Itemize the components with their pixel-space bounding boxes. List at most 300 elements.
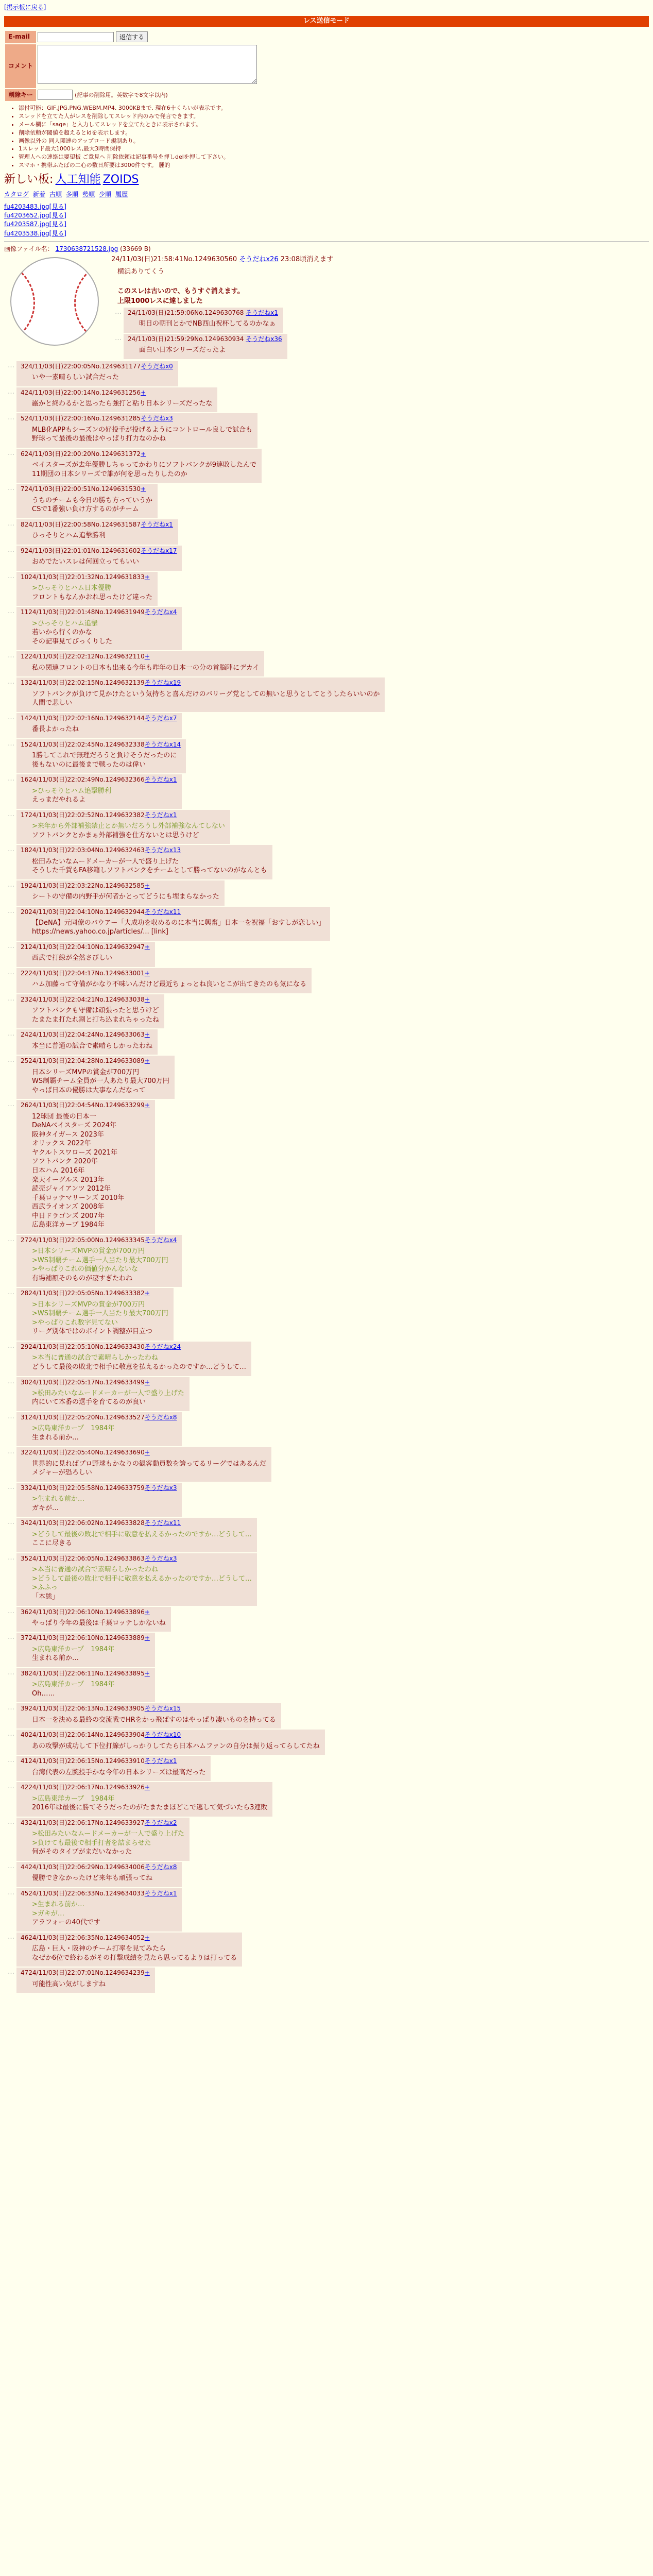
reply-body: 2016年は最後に勝てそうだったのがたまたまほどこで逃して気づいたら3連敗 (32, 1804, 268, 1812)
reply-number: 6 (21, 450, 25, 457)
reply-header (21, 520, 173, 529)
reply-quote: >広島東洋カープ 1984年 (32, 1645, 115, 1653)
reply-box (16, 1968, 155, 1993)
file-link[interactable]: fu4203483.jpg[見る] (4, 202, 67, 210)
reply-box (16, 713, 182, 738)
reply-header (21, 714, 177, 723)
reply-row (4, 907, 649, 941)
nav-link[interactable]: 履歴 (115, 191, 128, 198)
reply-row (4, 677, 649, 711)
reply-box (16, 1756, 211, 1781)
reply-separator: … (115, 308, 122, 316)
file-entry (4, 202, 649, 211)
sod-link[interactable]: そうだねx8 (144, 1413, 177, 1421)
reply-row (4, 1483, 649, 1517)
sod-link[interactable]: そうだねx4 (144, 608, 177, 616)
reply-meta: 24/11/03(日)22:05:40No.1249633690 (28, 1449, 145, 1456)
reply-number: 13 (21, 679, 29, 687)
reply-quote: >日本シリーズMVPの賞金が700万円 >WS制覇チーム選手一人当たり最大700万円 >やっぱりこれ数字見てない (32, 1300, 168, 1327)
reply-body: 西武で打線が全然さびしい (32, 954, 113, 962)
rule-item: • スレッドを立てた人がレスを削除してスレッド内のみで発言できます。 (19, 112, 649, 121)
op-file-link[interactable]: 1730638721528.jpg (55, 245, 118, 253)
sod-link[interactable]: + (141, 388, 146, 396)
reply-body: ソフトバンクが負けて見かけたという気持ちと喜んだけのバリーグ党としての無いと思うとしてとうしたらいいのか 人間で悲しい (32, 690, 380, 707)
file-link[interactable]: fu4203587.jpg[見る] (4, 221, 67, 228)
reply-number: 19 (21, 882, 29, 889)
op-file-size: (33669 B) (120, 245, 151, 253)
sod-link[interactable]: + (141, 485, 146, 493)
reply-meta: 24/11/03(日)22:01:48No.1249631949 (28, 608, 145, 616)
reply-header (21, 1934, 237, 1942)
reply-header (128, 335, 282, 344)
reply-row (4, 713, 649, 738)
reply-header (21, 1863, 177, 1872)
reply-body: どうして最後の敗北で相手に敬意を払えるかったのですか…どうして… (32, 1363, 247, 1371)
reply-box (16, 1933, 242, 1967)
reply-separator: … (8, 1412, 14, 1420)
sod-link[interactable]: + (144, 1057, 150, 1065)
reply-separator: … (8, 1633, 14, 1641)
nav-link[interactable]: カタログ (4, 191, 29, 198)
reply-box (16, 413, 257, 447)
reply-meta: 24/11/03(日)22:06:29No.1249634006 (28, 1863, 145, 1871)
reply-quote: >日本シリーズMVPの賞金が700万円 >WS制覇チーム選手一人当たり最大700万円 >やっぱりこれの価値分かんないな (32, 1247, 168, 1274)
reply-separator: … (8, 1235, 14, 1243)
back-link-wrap (4, 3, 649, 12)
reply-meta: 24/11/03(日)22:07:01No.1249634239 (28, 1969, 145, 1977)
reply-body: 日本一を決める最終の交流戦でHRをかっ飛ばすのはやっぱり凄いものを持ってる (32, 1716, 276, 1724)
reply-number: 38 (21, 1669, 29, 1677)
reply-box (16, 845, 272, 879)
sod-link[interactable]: そうだねx1 (246, 309, 278, 316)
reply-number: 33 (21, 1484, 29, 1492)
file-link[interactable]: fu4203538.jpg[見る] (4, 229, 67, 237)
reply-row (4, 1447, 649, 1481)
reply-row (4, 361, 649, 386)
reply-separator: … (8, 1377, 14, 1385)
sod-link[interactable]: + (144, 995, 150, 1003)
sod-link[interactable]: そうだねx0 (141, 362, 173, 370)
reply-row (4, 810, 649, 844)
sod-link[interactable]: そうだねx1 (144, 811, 177, 819)
reply-box (16, 519, 178, 545)
reply-number: 30 (21, 1378, 29, 1386)
reply-separator: … (8, 1756, 14, 1765)
reply-row (4, 968, 649, 993)
reply-meta: 24/11/03(日)22:00:16No.1249631285 (24, 415, 141, 422)
op-line (117, 277, 333, 287)
reply-meta: 24/11/03(日)22:06:10No.1249633896 (28, 1608, 145, 1616)
comment-field[interactable] (38, 45, 257, 84)
reply-number: 22 (21, 969, 29, 977)
reply-box (16, 449, 262, 483)
reply-box (16, 1377, 190, 1411)
nav-link[interactable]: 少順 (99, 191, 112, 198)
nav-link[interactable]: 古順 (49, 191, 62, 198)
sod-link[interactable]: + (144, 1449, 150, 1456)
op-file-line (4, 245, 649, 253)
sod-link[interactable]: + (144, 1634, 150, 1642)
reply-separator: … (8, 1030, 14, 1038)
rule-item: • 1スレッド最大1000レス,最大3時間保持 (19, 145, 649, 153)
op-sod[interactable]: そうだねx26 (239, 255, 279, 263)
reply-box (16, 1447, 271, 1481)
sod-link[interactable]: そうだねx2 (144, 1819, 177, 1826)
file-entry (4, 211, 649, 220)
reply-meta: 24/11/03(日)22:06:05No.1249633863 (28, 1554, 145, 1562)
reply-number: 12 (21, 653, 29, 660)
reply-separator: … (8, 546, 14, 554)
reply-header (21, 1378, 184, 1387)
reply-body: シートの守備の内野手が何者かとってどうにも埋まらなかった (32, 893, 219, 901)
sod-link[interactable]: + (144, 1290, 150, 1297)
reply-row (4, 1377, 649, 1411)
sod-link[interactable]: そうだねx14 (144, 740, 181, 748)
reply-header (21, 485, 152, 494)
reply-separator: … (8, 968, 14, 976)
reply-meta: 24/11/03(日)22:04:54No.1249633299 (28, 1101, 145, 1109)
sod-link[interactable]: そうだねx3 (141, 415, 173, 422)
reply-meta: 24/11/03(日)22:06:10No.1249633889 (28, 1634, 145, 1642)
reply-meta: 24/11/03(日)22:06:17No.1249633927 (28, 1819, 145, 1826)
reply-number: 11 (21, 608, 29, 616)
reply-header (21, 1484, 177, 1493)
reply-quote: >生まれる前か… (32, 1495, 84, 1503)
reply-header (21, 908, 325, 917)
sod-link[interactable]: + (144, 1969, 150, 1977)
reply-quote: >どうして最後の敗北で相手に敬意を払えるかったのですか…どうして… (32, 1530, 252, 1538)
reply-box (16, 546, 182, 571)
reply-meta: 24/11/03(日)22:03:22No.1249632585 (28, 882, 145, 889)
reply-number: 7 (21, 485, 25, 493)
reply-separator: … (8, 414, 14, 422)
sod-link[interactable]: そうだねx1 (144, 1889, 177, 1897)
reply-meta: 24/11/03(日)22:01:01No.1249631602 (24, 547, 141, 554)
reply-header (21, 1889, 177, 1898)
reply-row (4, 739, 649, 773)
reply-body: ソフトバンクとかまぁ外部補強を仕方ないとは思うけど (32, 831, 199, 839)
reply-row (4, 1412, 649, 1446)
sod-link[interactable]: + (144, 1669, 150, 1677)
reply-body: 面白い日本シリーズだったよ (139, 346, 226, 354)
reply-separator: … (8, 713, 14, 721)
reply-separator: … (8, 1518, 14, 1527)
reply-body: 日本シリーズMVPの賞金が700万円 WS制覇チーム全員が一人あたり最大700万円 やっぱ日本の優勝は大事なんだなって (32, 1068, 169, 1094)
reply-row (4, 1056, 649, 1099)
reply-meta: 24/11/03(日)22:02:49No.1249632366 (28, 776, 145, 784)
reply-row (4, 1633, 649, 1667)
reply-meta: 24/11/03(日)22:04:10No.1249632944 (28, 908, 145, 916)
op-post (4, 245, 649, 360)
reply-number: 42 (21, 1784, 29, 1791)
reply-header (21, 1757, 205, 1766)
reply-meta: 24/11/03(日)22:00:05No.1249631177 (24, 362, 141, 370)
reply-header (21, 1448, 266, 1457)
reply-meta: 24/11/03(日)22:04:17No.1249633001 (28, 969, 145, 977)
reply-body: 「本態」 (32, 1592, 59, 1601)
op-file-label: 画像ファイル名： (4, 245, 54, 253)
nav-links (4, 190, 649, 199)
reply-number: 8 (21, 520, 25, 528)
reply-row (4, 774, 649, 808)
sod-link[interactable]: そうだねx36 (246, 335, 282, 343)
submit-button[interactable]: 返信する (116, 31, 148, 42)
file-entry (4, 220, 649, 229)
sod-link[interactable]: そうだねx8 (144, 1863, 177, 1871)
reply-box (16, 1100, 155, 1234)
reply-body: 内にいて本番の選手を育てるのが良い (32, 1398, 146, 1406)
sod-link[interactable]: + (144, 1031, 150, 1039)
reply-meta: 24/11/03(日)22:04:21No.1249633038 (28, 995, 145, 1003)
reply-body: 松田みたいなムードメーカーが一人で盛り上げた そうした千賀もFA移籍しソフトバンクをチームとして勝ってないのがなんとも (32, 857, 267, 875)
reply-body: あの攻撃が成功して下位打線がしっかりしてたら日本ハムファンの自分は振り返ってらしてたね (32, 1742, 320, 1750)
reply-body: ここに尽きる (32, 1539, 73, 1548)
reply-body: 1勝してこれで無理だろうと負けそうだったのに 後もないのに最後まで戦ったのは偉い (32, 752, 177, 769)
reply-number: 16 (21, 776, 29, 784)
reply-meta: 24/11/03(日)22:02:12No.1249632110 (28, 653, 145, 660)
sod-link[interactable]: + (144, 1608, 150, 1616)
op-line: 横浜ありてくう (117, 268, 165, 276)
reply-box (16, 1288, 174, 1341)
reply-row (4, 1756, 649, 1781)
delkey-field[interactable] (38, 90, 73, 100)
reply-meta: 24/11/03(日)22:02:45No.1249632338 (28, 740, 145, 748)
reply-quote: >生まれる前か… >ガキが… (32, 1901, 84, 1918)
reply-body: ガキが… (32, 1504, 59, 1512)
rule-item: • 管理人への連絡は要望板 ご意見へ 削除依頼は記事番号を押しdelを押して下さい。 (19, 153, 649, 161)
reply-header (21, 1554, 252, 1563)
reply-separator: … (8, 1056, 14, 1064)
reply-header (21, 943, 150, 952)
reply-header (21, 388, 212, 397)
reply-row (4, 1100, 649, 1234)
op-image-baseball[interactable] (10, 257, 99, 346)
ad-title-link[interactable]: 人工知能 (55, 173, 101, 187)
reply-header (21, 775, 177, 784)
reply-body: ソフトバンクも守備は頑張ったと思うけど たまたま打たれ割と打ち込まれちゃったね (32, 1007, 160, 1024)
reply-meta: 24/11/03(日)21:59:06No.1249630768 (128, 309, 246, 316)
op-expire: 23:08頃消えます (280, 255, 334, 263)
sod-link[interactable]: そうだねx15 (144, 1705, 181, 1713)
reply-body: 何がそのタイプがまだいなかった (32, 1848, 132, 1856)
sod-link[interactable]: + (141, 450, 146, 457)
reply-number: 24 (21, 1031, 29, 1039)
sod-link[interactable]: そうだねx4 (144, 1236, 177, 1244)
reply-number: 37 (21, 1634, 29, 1642)
reply-separator: … (8, 1933, 14, 1941)
nav-link[interactable]: 多順 (66, 191, 79, 198)
sod-link[interactable]: + (144, 882, 150, 889)
reply-quote: >ひっそりとハム追撃勝利 (32, 787, 111, 795)
reply-box (16, 677, 385, 711)
reply-row (4, 942, 649, 967)
reply-row (4, 1518, 649, 1552)
reply-box (16, 1483, 182, 1517)
sod-link[interactable]: + (144, 1101, 150, 1109)
reply-row (4, 1288, 649, 1341)
reply-header (128, 309, 278, 317)
reply-number: 46 (21, 1934, 29, 1941)
reply-separator: … (8, 907, 14, 915)
reply-row (4, 1782, 649, 1816)
sod-link[interactable]: そうだねx1 (144, 1757, 177, 1765)
op-quotes (111, 308, 333, 359)
reply-meta: 24/11/03(日)22:00:58No.1249631587 (24, 520, 141, 528)
reply-box (16, 484, 158, 518)
reply-header (21, 1608, 166, 1617)
nav-link[interactable]: 新着 (33, 191, 46, 198)
rule-item: • 削除依頼が閾値を超えるとidを表示します。 (19, 129, 649, 137)
reply-separator: … (8, 845, 14, 854)
reply-meta: 24/11/03(日)22:04:28No.1249633089 (28, 1057, 145, 1065)
sod-link[interactable]: そうだねx1 (144, 776, 177, 784)
reply-row (4, 1235, 649, 1287)
reply-meta: 24/11/03(日)22:00:20No.1249631372 (24, 450, 141, 457)
reply-meta: 24/11/03(日)22:05:05No.1249633382 (28, 1290, 145, 1297)
sod-link[interactable]: そうだねx10 (144, 1731, 181, 1739)
sod-link[interactable]: そうだねx11 (144, 1519, 181, 1527)
reply-header (21, 547, 177, 555)
reply-box (16, 1553, 257, 1606)
file-link[interactable]: fu4203652.jpg[見る] (4, 211, 67, 219)
op-header: 24/11/03(日)21:58:41No.1249630560 (111, 255, 237, 263)
reply-box (16, 1342, 251, 1376)
reply-meta: 24/11/03(日)22:06:11No.1249633895 (28, 1669, 145, 1677)
reply-box (16, 607, 182, 650)
reply-separator: … (8, 607, 14, 616)
sod-link[interactable]: + (144, 1934, 150, 1941)
reply-separator: … (8, 361, 14, 369)
reply-meta: 24/11/03(日)22:06:14No.1249633904 (28, 1731, 145, 1739)
reply-row (4, 1933, 649, 1967)
email-label: E-mail (5, 31, 36, 43)
reply-row (4, 484, 649, 518)
reply-body: うちのチームも今日の勝ち方っていうか CSで1番強い負け方するのがチーム (32, 496, 153, 514)
sod-link[interactable]: + (144, 1378, 150, 1386)
reply-header (21, 450, 256, 459)
reply-row (4, 845, 649, 879)
reply-header (21, 1030, 152, 1039)
sod-link[interactable]: そうだねx3 (144, 1484, 177, 1492)
reply-meta: 24/11/03(日)22:06:13No.1249633905 (28, 1705, 145, 1713)
reply-meta: 24/11/03(日)22:00:51No.1249631530 (24, 485, 141, 493)
reply-row (4, 572, 649, 606)
reply-number: 3 (21, 362, 25, 370)
reply-box (16, 774, 182, 808)
sod-link[interactable]: そうだねx7 (144, 714, 177, 722)
op-line: このスレは古いので、もうすぐ消えます。 (117, 287, 244, 296)
rule-item: • メール欄に「sage」と入力してスレッドを立てたときに表示されます。 (19, 121, 649, 129)
reply-meta: 24/11/03(日)22:05:00No.1249633345 (28, 1236, 145, 1244)
reply-quote: >松田みたいなムードメーカーが一人で盛り上げた (32, 1389, 184, 1397)
reply-number: 34 (21, 1519, 29, 1527)
reply-quote: >広島東洋カープ 1984年 (32, 1681, 115, 1689)
ad-block (4, 172, 649, 188)
sod-link[interactable]: そうだねx24 (144, 1343, 181, 1351)
reply-header (21, 573, 152, 582)
reply-separator: … (8, 572, 14, 580)
reply-separator: … (8, 1668, 14, 1676)
file-entry (4, 229, 649, 238)
reply-box (16, 907, 330, 941)
reply-box (16, 1862, 182, 1887)
reply-row (4, 994, 649, 1028)
reply-row (4, 387, 649, 413)
reply-separator: … (8, 1888, 14, 1896)
nav-link[interactable]: 勢順 (82, 191, 95, 198)
reply-body: ハム加藤って守備がかなり不味いんだけど最近ちょっとね良いとこが出てきたのも気になる (32, 980, 307, 989)
reply-box (16, 1888, 182, 1931)
reply-number: 36 (21, 1608, 29, 1616)
reply-header (21, 1057, 169, 1065)
reply-number: 39 (21, 1705, 29, 1713)
reply-meta: 24/11/03(日)22:05:20No.1249633527 (28, 1413, 145, 1421)
sod-link[interactable]: そうだねx1 (141, 520, 173, 528)
reply-box (124, 308, 283, 333)
reply-header (21, 362, 173, 371)
reply-header (21, 1634, 150, 1642)
sod-link[interactable]: そうだねx3 (144, 1554, 177, 1562)
reply-body: Oh…… (32, 1689, 55, 1698)
reply-number: 45 (21, 1889, 29, 1897)
ad-suffix-link[interactable]: ZOIDS (102, 173, 139, 187)
reply-box (16, 361, 178, 386)
reply-separator: … (8, 994, 14, 1003)
reply-box (16, 1668, 155, 1702)
reply-body: 番長よかったね (32, 725, 79, 734)
sod-link[interactable]: そうだねx11 (144, 908, 181, 916)
sod-link[interactable]: そうだねx19 (144, 679, 181, 687)
reply-header (21, 1819, 184, 1827)
reply-header (21, 811, 225, 820)
reply-number: 44 (21, 1863, 29, 1871)
sod-link[interactable]: + (144, 969, 150, 977)
reply-quote: >来年から外部補強禁止とか無いだろうし外部補強なんてしない (32, 822, 225, 831)
email-field[interactable] (38, 32, 114, 42)
reply-number: 27 (21, 1236, 29, 1244)
sod-link[interactable]: そうだねx17 (141, 547, 177, 554)
reply-box (16, 1730, 325, 1755)
reply-body: フロントもなんかおれ思ったけど違った (32, 593, 153, 601)
reply-number: 23 (21, 995, 29, 1003)
reply-separator: … (8, 387, 14, 396)
sod-link[interactable]: + (144, 1784, 150, 1791)
sod-link[interactable]: そうだねx13 (144, 846, 181, 854)
reply-separator: … (8, 1289, 14, 1297)
sod-link[interactable]: + (144, 653, 150, 660)
reply-box (16, 1633, 155, 1667)
reply-meta: 24/11/03(日)22:06:35No.1249634052 (28, 1934, 145, 1941)
reply-header (21, 1969, 150, 1977)
reply-body: いや一素晴らしい試合だった (32, 373, 119, 381)
reply-row (4, 607, 649, 650)
reply-body: 広島・巨人・阪神のチーム打率を見てみたら なぜか6位で終わるがその打撃成績を見たら思ってるよりは打ってる (32, 1945, 237, 1962)
reply-box (16, 810, 230, 844)
reply-row (4, 1968, 649, 1993)
reply-number: 17 (21, 811, 29, 819)
sod-link[interactable]: + (144, 573, 150, 581)
reply-header (21, 846, 267, 855)
reply-row (4, 449, 649, 483)
reply-header (21, 1236, 177, 1245)
reply-body: 有場補額そのものが凄すぎたわね (32, 1274, 133, 1282)
reply-quote: >ひっそりとハム追撃 (32, 619, 98, 628)
sod-link[interactable]: + (144, 943, 150, 951)
reply-box (124, 334, 287, 359)
reply-box (16, 968, 312, 993)
reply-meta: 24/11/03(日)22:02:16No.1249632144 (28, 714, 145, 722)
back-to-board-link[interactable]: [掲示板に戻る] (4, 4, 46, 11)
